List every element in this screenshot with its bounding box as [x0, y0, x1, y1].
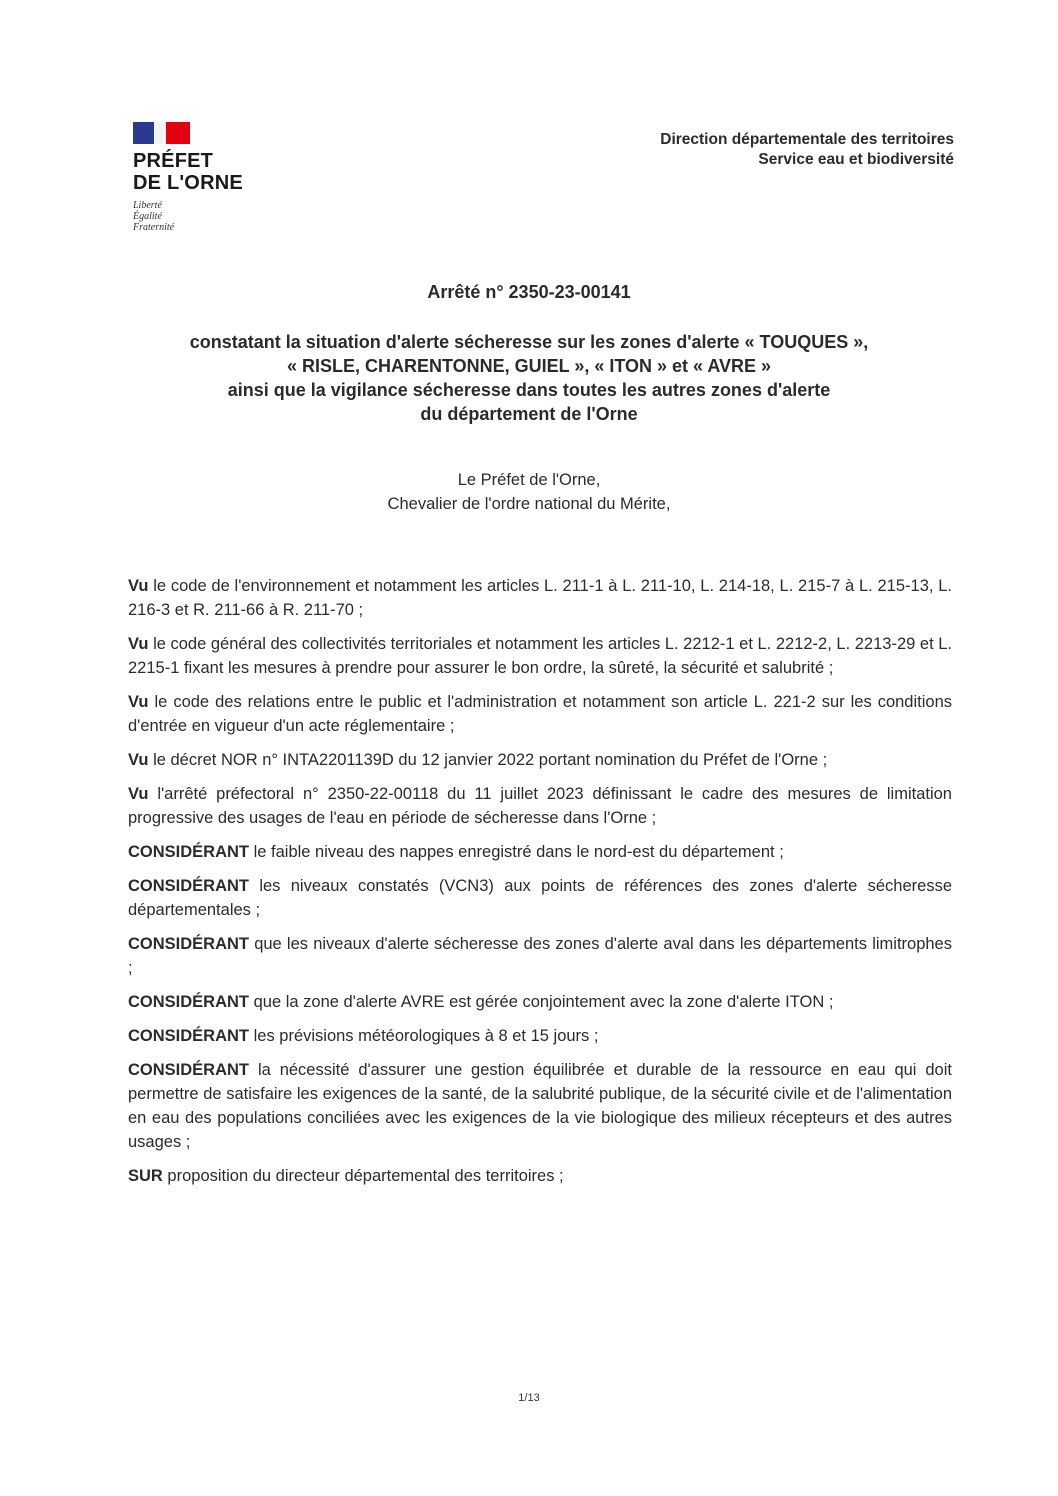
- paragraph-keyword: SUR: [128, 1167, 163, 1185]
- paragraph-text: le faible niveau des nappes enregistré dans le nord-est du département ;: [249, 843, 784, 861]
- paragraph-text: la nécessité d'assurer une gestion équilibrée et durable de la ressource en eau qui doit permettre de satisfaire les exigences de la santé, de la salubrité publique, de la sécurité civile et de l'alimentation en eau des populations conciliées avec les exigences de la vie biologique des milieux récepteurs et des autres usages ;: [128, 1061, 952, 1151]
- subtitle-line: ainsi que la vigilance sécheresse dans toutes les autres zones d'alerte: [227, 380, 831, 400]
- subtitle-line: du département de l'Orne: [420, 404, 638, 424]
- proposal-paragraph: [128, 1164, 952, 1188]
- page-number: 1/13: [518, 1392, 540, 1404]
- document-body: [128, 574, 952, 1198]
- paragraph-text: l'arrêté préfectoral n° 2350-22-00118 du 11 juillet 2023 définissant le cadre des mesures de limitation progressive des usages de l'eau en période de sécheresse dans l'Orne ;: [128, 785, 952, 827]
- visa-paragraph: [128, 574, 952, 622]
- considerant-paragraph: [128, 1024, 952, 1048]
- visa-paragraph: [128, 632, 952, 680]
- document-subtitle: [0, 330, 1058, 426]
- visa-paragraph: [128, 748, 952, 772]
- prefet-title: Le Préfet de l'Orne,: [457, 471, 601, 489]
- visa-paragraph: [128, 782, 952, 830]
- paragraph-text: les niveaux constatés (VCN3) aux points de références des zones d'alerte sécheresse départementales ;: [128, 877, 952, 919]
- paragraph-keyword: Vu: [128, 693, 149, 711]
- paragraph-keyword: CONSIDÉRANT: [128, 1027, 250, 1045]
- paragraph-text: le décret NOR n° INTA2201139D du 12 janvier 2022 portant nomination du Préfet de l'Orne ;: [148, 751, 828, 769]
- paragraph-text: les prévisions météorologiques à 8 et 15 jours ;: [249, 1027, 599, 1045]
- paragraph-text: le code de l'environnement et notamment les articles L. 211-1 à L. 211-10, L. 214-18, L. 215-7 à L. 215-13, L. 216-3 et R. 211-66 à R. 211-70 ;: [128, 577, 952, 619]
- motto-liberte: Liberté: [133, 200, 162, 211]
- logo-line-1: PRÉFET: [133, 150, 214, 172]
- french-flag-icon: [133, 122, 190, 144]
- considerant-paragraph: [128, 874, 952, 922]
- considerant-paragraph: [128, 932, 952, 980]
- service-name: Service eau et biodiversité: [758, 151, 954, 168]
- considerant-paragraph: [128, 990, 952, 1014]
- subtitle-line: « RISLE, CHARENTONNE, GUIEL », « ITON » et « AVRE »: [286, 356, 772, 376]
- motto-fraternite: Fraternité: [133, 222, 175, 233]
- paragraph-keyword: CONSIDÉRANT: [128, 877, 250, 895]
- issuing-service: [660, 130, 954, 170]
- considerant-paragraph: [128, 1058, 952, 1154]
- subtitle-line: constatant la situation d'alerte sécheresse sur les zones d'alerte « TOUQUES »,: [189, 332, 869, 352]
- paragraph-keyword: Vu: [128, 635, 149, 653]
- paragraph-keyword: CONSIDÉRANT: [128, 843, 250, 861]
- motto-egalite: Égalité: [133, 211, 162, 222]
- republic-motto: [133, 200, 293, 233]
- paragraph-keyword: Vu: [128, 785, 149, 803]
- prefet-distinction: Chevalier de l'ordre national du Mérite,: [387, 495, 671, 513]
- paragraph-keyword: CONSIDÉRANT: [128, 993, 250, 1011]
- paragraph-keyword: Vu: [128, 751, 149, 769]
- prefet-signatory-block: [0, 468, 1058, 516]
- visa-paragraph: [128, 690, 952, 738]
- paragraph-keyword: Vu: [128, 577, 149, 595]
- paragraph-keyword: CONSIDÉRANT: [128, 935, 250, 953]
- paragraph-text: que les niveaux d'alerte sécheresse des zones d'alerte aval dans les départements limitrophes ;: [128, 935, 952, 977]
- paragraph-keyword: CONSIDÉRANT: [128, 1061, 250, 1079]
- prefet-logo: [133, 122, 293, 233]
- considerant-paragraph: [128, 840, 952, 864]
- paragraph-text: le code des relations entre le public et l'administration et notamment son article L. 221-2 sur les conditions d'entrée en vigueur d'un acte réglementaire ;: [128, 693, 952, 735]
- direction-name: Direction départementale des territoires: [660, 131, 954, 148]
- paragraph-text: que la zone d'alerte AVRE est gérée conjointement avec la zone d'alerte ITON ;: [249, 993, 834, 1011]
- paragraph-text: proposition du directeur départemental des territoires ;: [162, 1167, 564, 1185]
- paragraph-text: le code général des collectivités territoriales et notamment les articles L. 2212-1 et L. 2212-2, L. 2213-29 et L. 2215-1 fixant les mesures à prendre pour assurer le bon ordre, la sûreté, la sécurité et salubrité ;: [128, 635, 952, 677]
- logo-line-2: DE L'ORNE: [133, 172, 243, 194]
- document-title: Arrêté n° 2350-23-00141: [427, 282, 631, 302]
